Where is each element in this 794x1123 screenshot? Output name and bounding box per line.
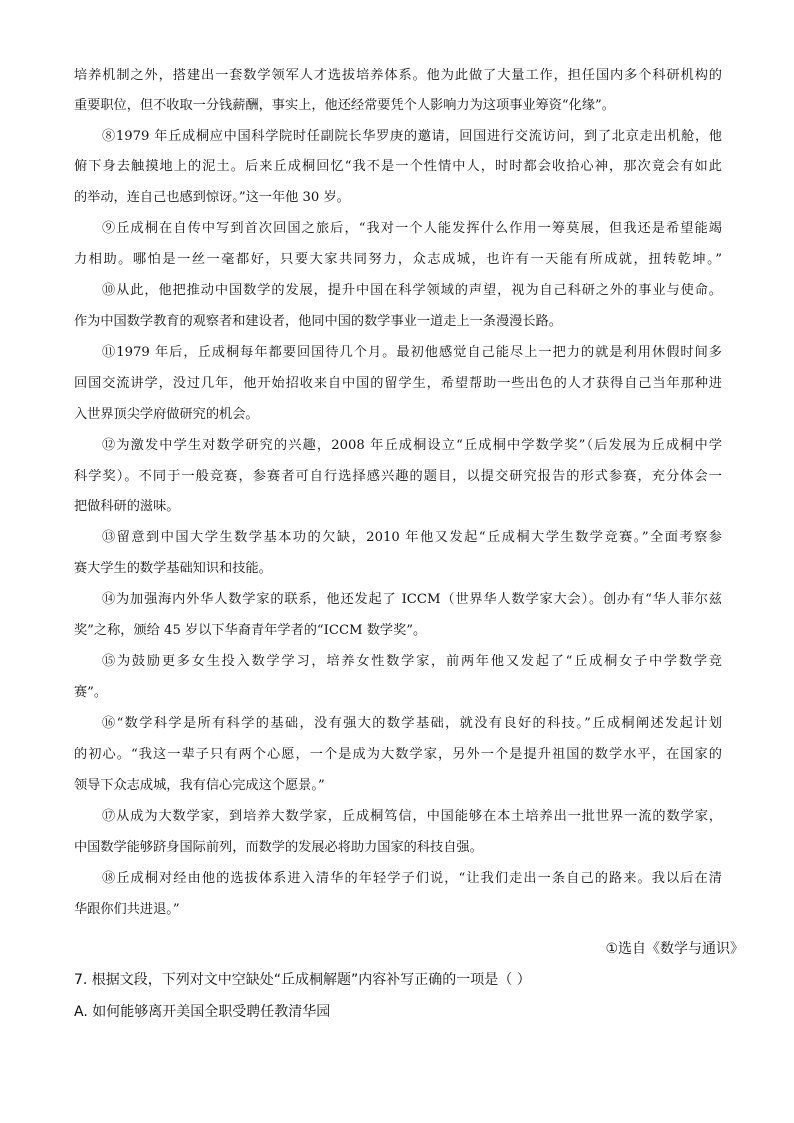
passage-line: 华跟你们共进退。”	[74, 902, 180, 917]
paragraph-13-line: ⑬留意到中国大学生数学基本功的欠缺，2010 年他又发起“丘成桐大学生数学竞赛。”全面考察参	[102, 530, 722, 545]
passage-line: 科学奖）。不同于一般竞赛，参赛者可自行选择感兴趣的题目，以提交研究报告的形式参赛，充分体会一	[74, 469, 722, 484]
paragraph-10-line: ⑩从此，他把推动中国数学的发展，提升中国在科学领域的声望，视为自己科研之外的事业与使命。	[102, 283, 722, 298]
paragraph-11-line: ⑪1979 年后，丘成桐每年都要回国待几个月。最初他感觉自己能尽上一把力的就是利用休假时间多	[102, 345, 722, 360]
passage-line: 重要职位，但不收取一分钱薪酬，事实上，他还经常要凭个人影响力为这项事业筹资“化缘”。	[74, 98, 615, 113]
passage-line: 领导下众志成城，我有信心完成这个愿景。”	[74, 778, 325, 793]
passage-line: 入世界顶尖学府做研究的机会。	[74, 407, 259, 422]
passage-line: 的初心。“我这一辈子只有两个心愿，一个是成为大数学家，另外一个是提升祖国的数学水平，在国家的	[74, 747, 722, 762]
question-7-option-a[interactable]: A. 如何能够离开美国全职受聘任教清华园	[74, 1004, 331, 1020]
passage-line: 力相助。哪怕是一丝一毫都好，只要大家共同努力，众志成城，也许有一天能有所成就，扭转乾坤。”	[74, 252, 722, 267]
passage-line: 培养机制之外，搭建出一套数学领军人才选拔培养体系。他为此做了大量工作，担任国内多个科研机构的	[74, 68, 722, 83]
question-7-stem: 7. 根据文段，下列对文中空缺处“丘成桐解题”内容补写正确的一项是（ ）	[74, 972, 531, 988]
source-citation: ①选自《数学与通识》	[605, 941, 744, 957]
passage-line: 赛”。	[74, 685, 108, 700]
paragraph-17-line: ⑰从成为大数学家，到培养大数学家，丘成桐笃信，中国能够在本土培养出一批世界一流的数学家，	[102, 809, 722, 824]
passage-line: 把做科研的滋味。	[74, 499, 180, 514]
passage-line: 奖”之称，颁给 45 岁以下华裔青年学者的“ICCM 数学奖”。	[74, 623, 427, 638]
paragraph-12-line: ⑫为激发中学生对数学研究的兴趣，2008 年丘成桐设立“丘成桐中学数学奖”（后发展为丘成桐中学	[102, 438, 722, 453]
paragraph-9-line: ⑨丘成桐在自传中写到首次回国之旅后，“我对一个人能发挥什么作用一筹莫展，但我还是希望能竭	[102, 221, 722, 236]
passage-line: 作为中国数学教育的观察者和建设者，他同中国的数学事业一道走上一条漫漫长路。	[74, 314, 562, 329]
passage-line: 俯下身去触摸地上的泥土。后来丘成桐回忆“我不是一个性情中人，时时都会收拾心神，那次竟会有如此	[74, 159, 722, 174]
paragraph-16-line: ⑯“数学科学是所有科学的基础，没有强大的数学基础，就没有良好的科技。”丘成桐阐述发起计划	[102, 716, 722, 731]
passage-line: 中国数学能够跻身国际前列，而数学的发展必将助力国家的科技自强。	[74, 840, 483, 855]
passage-line: 的举动，连自己也感到惊讶。”这一年他 30 岁。	[74, 190, 350, 205]
paragraph-14-line: ⑭为加强海内外华人数学家的联系，他还发起了 ICCM（世界华人数学家大会）。创办有“华人菲尔兹	[102, 592, 722, 607]
paragraph-15-line: ⑮为鼓励更多女生投入数学学习，培养女性数学家，前两年他又发起了“丘成桐女子中学数学竞	[102, 654, 722, 669]
paragraph-8-line: ⑧1979 年丘成桐应中国科学院时任副院长华罗庚的邀请，回国进行交流访问，到了北京走出机舱，他	[102, 129, 722, 144]
passage-line: 回国交流讲学，没过几年，他开始招收来自中国的留学生，希望帮助一些出色的人才获得自己当年那种进	[74, 376, 722, 391]
paragraph-18-line: ⑱丘成桐对经由他的选拔体系进入清华的年轻学子们说，“让我们走出一条自己的路来。我以后在清	[102, 871, 722, 886]
passage-line: 赛大学生的数学基础知识和技能。	[74, 561, 272, 576]
